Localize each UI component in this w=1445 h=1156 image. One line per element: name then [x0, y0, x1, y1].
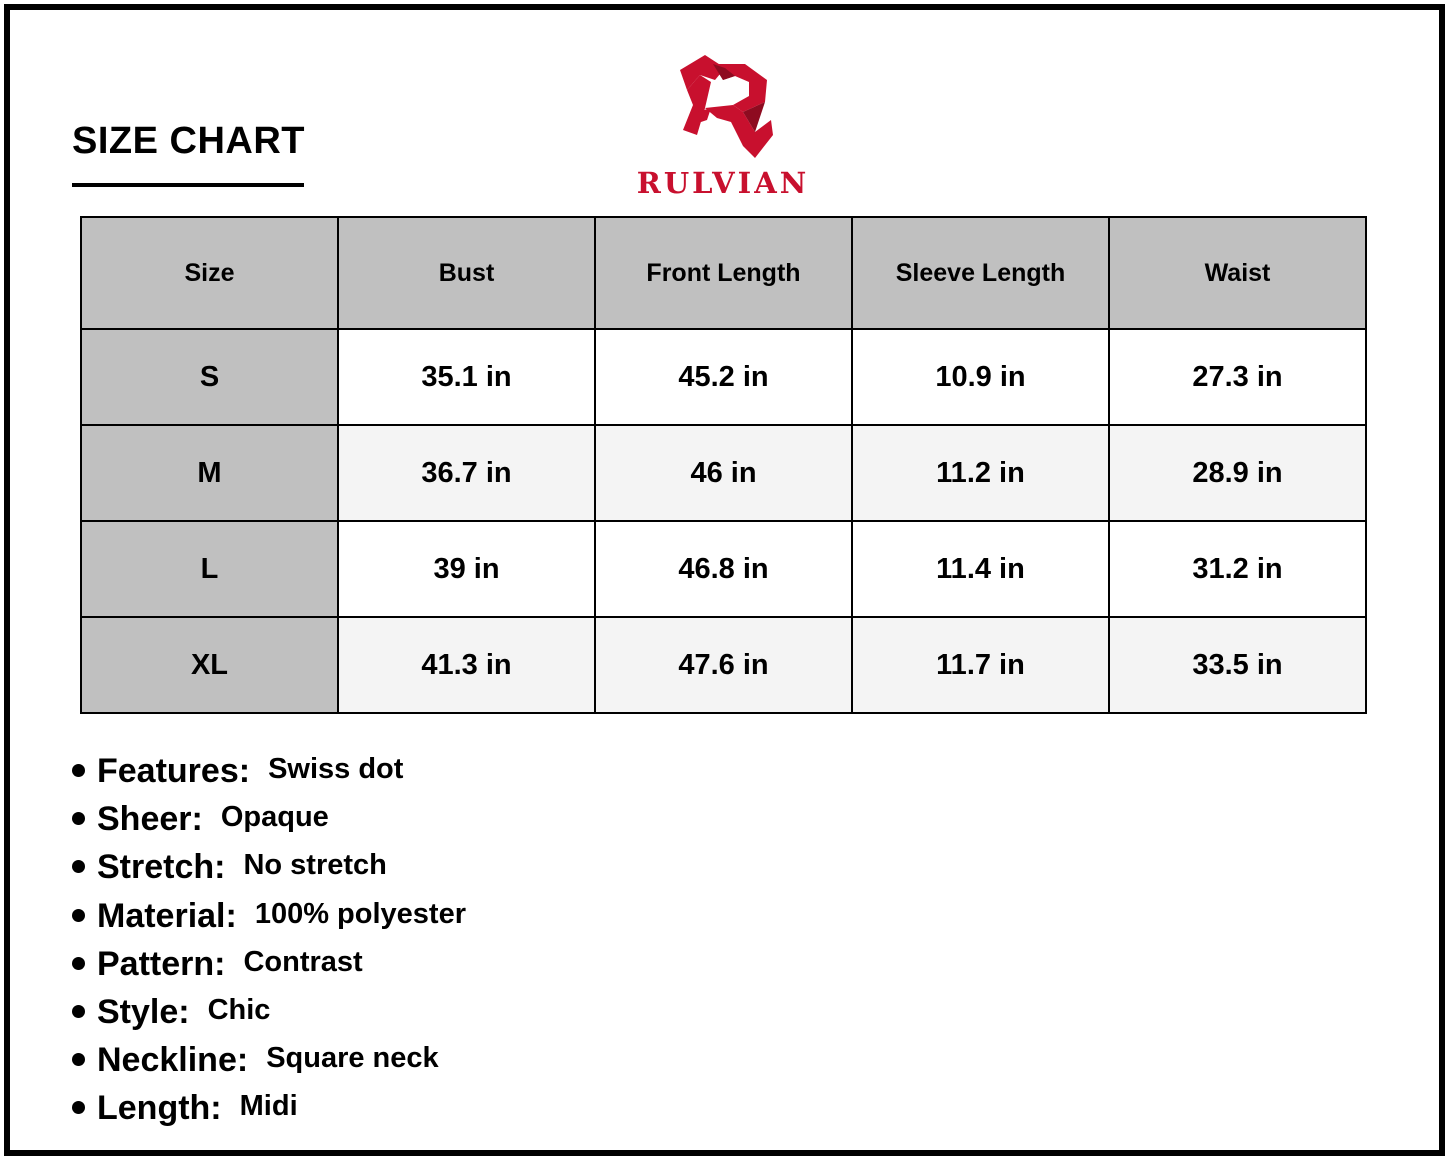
- list-item: [72, 993, 466, 1041]
- brand-logo-mark-icon: [625, 50, 825, 165]
- size-label: L: [81, 521, 338, 617]
- front-length-value: 46 in: [595, 425, 852, 521]
- waist-value: 33.5 in: [1109, 617, 1366, 713]
- waist-value: 27.3 in: [1109, 329, 1366, 425]
- feature-list: [72, 752, 466, 1138]
- list-item: [72, 800, 466, 848]
- column-header: Front Length: [595, 217, 852, 329]
- feature-label: Neckline:: [97, 1041, 249, 1080]
- table-row: [81, 617, 1366, 713]
- title-underline: [72, 183, 304, 187]
- bullet-icon: [72, 1005, 85, 1018]
- size-table: [80, 216, 1367, 714]
- brand-name: RULVIAN: [636, 166, 810, 200]
- feature-value: 100% polyester: [254, 897, 466, 930]
- size-label: S: [81, 329, 338, 425]
- table-row: [81, 425, 1366, 521]
- list-item: [72, 752, 466, 800]
- size-label: XL: [81, 617, 338, 713]
- bullet-icon: [72, 860, 85, 873]
- waist-value: 31.2 in: [1109, 521, 1366, 617]
- bullet-icon: [72, 812, 85, 825]
- bullet-icon: [72, 764, 85, 777]
- feature-label: Length:: [97, 1089, 222, 1128]
- sleeve-length-value: 11.2 in: [852, 425, 1109, 521]
- column-header: Waist: [1109, 217, 1366, 329]
- feature-label: Style:: [97, 992, 190, 1031]
- sleeve-length-value: 11.4 in: [852, 521, 1109, 617]
- bullet-icon: [72, 957, 85, 970]
- front-length-value: 45.2 in: [595, 329, 852, 425]
- bust-value: 41.3 in: [338, 617, 595, 713]
- feature-value: Chic: [207, 993, 271, 1026]
- list-item: [72, 1041, 466, 1089]
- feature-value: Contrast: [243, 945, 363, 978]
- feature-label: Features:: [97, 752, 251, 790]
- feature-label: Stretch:: [97, 848, 226, 887]
- waist-value: 28.9 in: [1109, 425, 1366, 521]
- bullet-icon: [72, 1053, 85, 1066]
- feature-value: No stretch: [243, 849, 387, 882]
- sleeve-length-value: 11.7 in: [852, 617, 1109, 713]
- bullet-icon: [72, 1101, 85, 1114]
- sleeve-length-value: 10.9 in: [852, 329, 1109, 425]
- bust-value: 35.1 in: [338, 329, 595, 425]
- list-item: [72, 945, 466, 993]
- feature-label: Material:: [97, 896, 237, 935]
- bust-value: 39 in: [338, 521, 595, 617]
- page-title: SIZE CHART: [72, 120, 305, 162]
- column-header: Sleeve Length: [852, 217, 1109, 329]
- bust-value: 36.7 in: [338, 425, 595, 521]
- feature-value: Opaque: [220, 801, 329, 834]
- feature-value: Swiss dot: [268, 753, 404, 785]
- list-item: [72, 897, 466, 945]
- column-header: Bust: [338, 217, 595, 329]
- column-header: Size: [81, 217, 338, 329]
- size-label: M: [81, 425, 338, 521]
- table-row: [81, 521, 1366, 617]
- feature-value: Midi: [239, 1090, 298, 1123]
- table-row: [81, 329, 1366, 425]
- list-item: [72, 1089, 466, 1137]
- feature-value: Square neck: [266, 1042, 439, 1075]
- feature-label: Pattern:: [97, 944, 226, 983]
- list-item: [72, 848, 466, 896]
- front-length-value: 47.6 in: [595, 617, 852, 713]
- bullet-icon: [72, 909, 85, 922]
- brand-logo: [625, 50, 825, 200]
- table-header-row: [81, 217, 1366, 329]
- feature-label: Sheer:: [97, 800, 203, 839]
- front-length-value: 46.8 in: [595, 521, 852, 617]
